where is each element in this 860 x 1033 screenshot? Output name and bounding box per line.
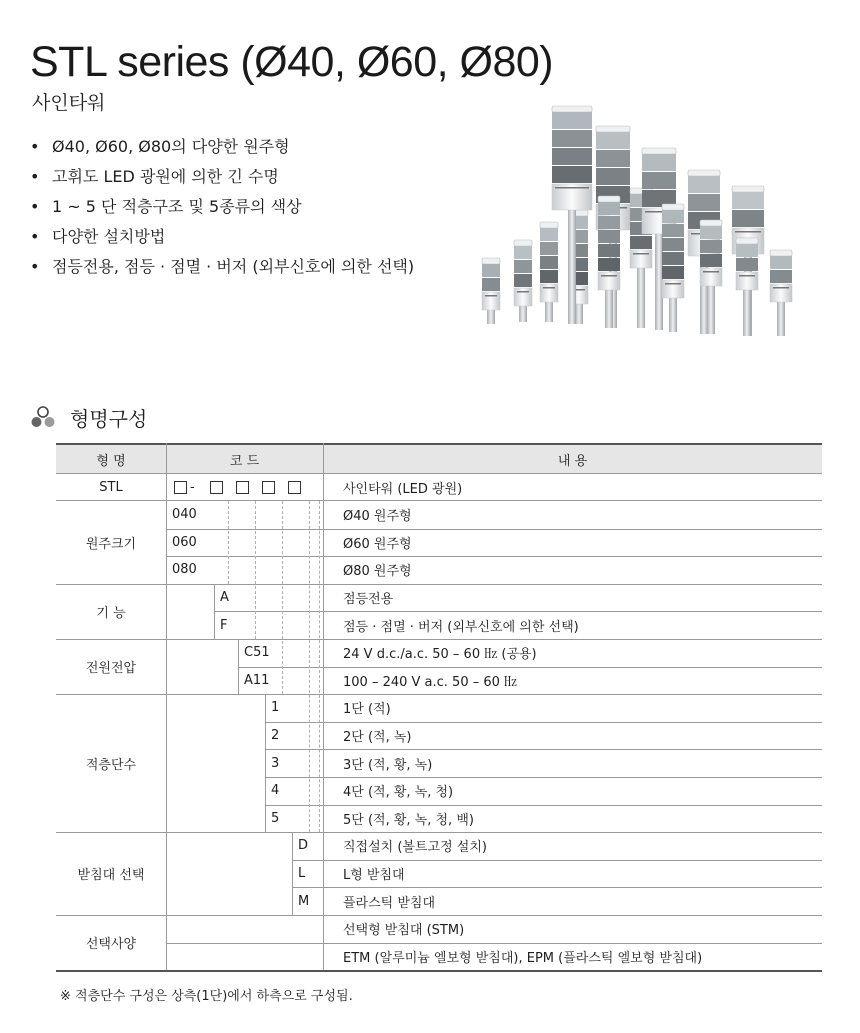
code-box-size <box>174 481 187 494</box>
row-description: ETM (알루미늄 엘보형 받침대), EPM (플라스틱 엘보형 받침대) <box>343 950 703 966</box>
code-value: 3 <box>271 755 280 771</box>
row-description: Ø60 원주형 <box>343 536 412 552</box>
model-code-table <box>56 443 822 971</box>
code-value: A <box>220 590 229 606</box>
three-dots-icon <box>30 405 56 429</box>
signal-tower <box>482 258 500 324</box>
page-subtitle: 사인타워 <box>32 92 106 114</box>
row-description: 직접설치 (볼트고정 설치) <box>343 840 487 856</box>
code-value: 080 <box>172 562 197 578</box>
code-value: 040 <box>172 507 197 523</box>
signal-tower-product-image <box>478 100 808 362</box>
signal-tower <box>540 222 558 322</box>
row-description: 24 V d.c./a.c. 50 – 60 ㎐ (공용) <box>343 647 537 663</box>
row-description: 100 – 240 V a.c. 50 – 60 ㎐ <box>343 674 518 690</box>
group-name: 원주크기 <box>85 536 137 552</box>
code-box-mount <box>288 481 301 494</box>
group-name: 전원전압 <box>85 661 137 677</box>
feature-item: • 다양한 설치방법 <box>30 222 414 252</box>
bullet-icon: • <box>30 197 40 216</box>
code-value: C51 <box>244 645 270 661</box>
group-name: 받침대 선택 <box>77 868 145 884</box>
code-value: L <box>298 866 306 882</box>
row-description: 선택형 받침대 (STM) <box>343 923 465 939</box>
page-title: STL series (Ø40, Ø60, Ø80) <box>30 38 554 86</box>
feature-item: • 1 ~ 5 단 적층구조 및 5종류의 색상 <box>30 192 414 222</box>
row-description: 3단 (적, 황, 녹) <box>343 757 433 773</box>
feature-list <box>30 132 414 282</box>
bullet-icon: • <box>30 137 40 156</box>
bullet-icon: • <box>30 257 40 276</box>
code-value: D <box>298 838 309 854</box>
code-value: 060 <box>172 534 197 550</box>
row-description: Ø40 원주형 <box>343 509 412 525</box>
header-model: 형 명 <box>96 453 126 469</box>
signal-tower <box>770 250 792 336</box>
code-value: M <box>298 893 310 909</box>
section-heading <box>30 402 147 432</box>
code-value: F <box>220 617 228 633</box>
feature-item: • 점등전용, 점등 · 점멸 · 버저 (외부신호에 의한 선택) <box>30 252 414 282</box>
code-value: 4 <box>271 783 280 799</box>
group-name: 기 능 <box>96 605 126 621</box>
stl-desc: 사인타워 (LED 광원) <box>343 481 463 497</box>
row-description: 점등전용 <box>343 592 394 608</box>
header-content: 내 용 <box>557 453 588 469</box>
signal-tower <box>514 240 532 322</box>
row-description: 1단 (적) <box>343 702 391 718</box>
code-boxes: - <box>174 474 301 500</box>
row-description: 점등 · 점멸 · 버저 (외부신호에 의한 선택) <box>343 619 579 635</box>
feature-item: • 고휘도 LED 광원에 의한 긴 수명 <box>30 162 414 192</box>
code-value: A11 <box>244 672 270 688</box>
feature-item: • Ø40, Ø60, Ø80의 다양한 원주형 <box>30 132 414 162</box>
group-name: 적층단수 <box>85 757 137 773</box>
code-box-tiers <box>262 481 275 494</box>
code-box-voltage <box>236 481 249 494</box>
bullet-icon: • <box>30 167 40 186</box>
code-value: 2 <box>271 728 280 744</box>
signal-tower <box>736 238 758 336</box>
row-description: 플라스틱 받침대 <box>343 895 436 911</box>
row-description: 5단 (적, 황, 녹, 청, 백) <box>343 812 474 828</box>
section-title: 형명구성 <box>70 406 148 431</box>
row-description: 2단 (적, 녹) <box>343 730 412 746</box>
header-code: 코 드 <box>229 453 260 469</box>
row-description: Ø80 원주형 <box>343 564 412 580</box>
code-value: 5 <box>271 810 280 826</box>
footnote: ※ 적층단수 구성은 상측(1단)에서 하측으로 구성됨. <box>60 989 353 1004</box>
row-description: L형 받침대 <box>343 868 405 884</box>
bullet-icon: • <box>30 227 40 246</box>
stl-name: STL <box>99 479 123 495</box>
code-value: 1 <box>271 700 280 716</box>
code-box-function <box>210 481 223 494</box>
row-description: 4단 (적, 황, 녹, 청) <box>343 785 454 801</box>
group-name: 선택사양 <box>85 937 137 953</box>
